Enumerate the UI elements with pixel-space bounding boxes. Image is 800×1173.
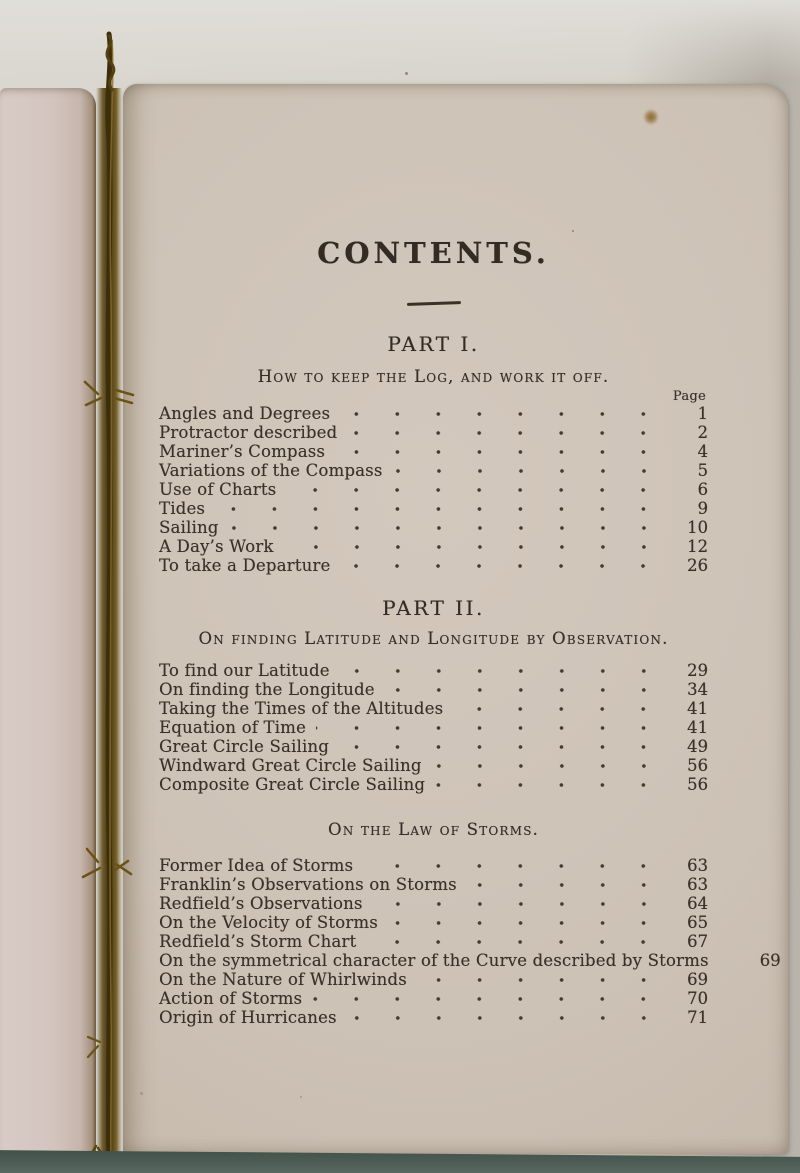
toc-entry-title: Protractor described xyxy=(159,422,338,442)
dot-leader xyxy=(432,756,664,775)
toc-entry xyxy=(159,518,708,537)
toc-entry-title: Former Idea of Storms xyxy=(159,855,354,875)
toc-entry-title: Windward Great Circle Sailing xyxy=(159,755,422,775)
toc-entry-title: Origin of Hurricanes xyxy=(159,1007,337,1027)
toc-entry xyxy=(159,737,708,756)
part-title: PART II. xyxy=(382,595,485,620)
toc-entry xyxy=(159,537,708,556)
foxing-stain xyxy=(644,109,658,125)
dot-leader xyxy=(347,423,664,442)
section-subtitle: On the Law of Storms. xyxy=(327,819,539,839)
toc-entry xyxy=(159,894,708,913)
toc-entry-page: 29 xyxy=(687,660,708,680)
toc-entry-title: On the symmetrical character of the Curve described by Storms xyxy=(159,950,709,970)
toc-entry-title: Angles and Degrees xyxy=(159,403,331,423)
dot-leader xyxy=(373,894,664,913)
toc-entry-page: 1 xyxy=(697,403,708,423)
toc-entry-page: 69 xyxy=(759,950,781,970)
toc-section xyxy=(159,596,708,794)
toc-entry-title: Redfield’s Observations xyxy=(159,893,363,913)
toc-entry-title: Mariner’s Compass xyxy=(159,441,326,461)
toc-entry-title: Action of Storms xyxy=(159,988,303,1008)
toc-entry-title: On finding the Longitude xyxy=(159,679,375,699)
dot-leader xyxy=(417,970,664,989)
toc-entry-title: On the Nature of Whirlwinds xyxy=(159,969,407,989)
toc-entry xyxy=(159,442,708,461)
toc-entry-title: To find our Latitude xyxy=(159,660,330,680)
toc-entry xyxy=(159,856,708,875)
toc-entry-title: Tides xyxy=(159,498,206,518)
dot-leader xyxy=(335,442,664,461)
paper-speck xyxy=(140,1092,143,1095)
toc-entry-page: 10 xyxy=(687,517,708,537)
toc-entry xyxy=(159,970,708,989)
toc-entry xyxy=(159,775,708,794)
dot-leader xyxy=(229,518,664,537)
toc-entry-title: Equation of Time xyxy=(159,717,306,737)
toc-entry xyxy=(159,989,708,1008)
section-subtitle: On finding Latitude and Longitude by Observation. xyxy=(198,628,669,648)
toc-entry xyxy=(159,932,708,951)
dot-leader xyxy=(467,875,664,894)
toc-section xyxy=(159,819,781,1027)
paper-speck xyxy=(405,72,408,75)
dot-leader xyxy=(385,680,664,699)
dot-leader xyxy=(286,480,664,499)
toc-sections xyxy=(159,331,781,1027)
toc-entry-page: 63 xyxy=(687,855,708,875)
toc-entry-page: 26 xyxy=(687,555,708,575)
toc-entry xyxy=(159,661,708,680)
toc-entry xyxy=(159,680,708,699)
toc-entry-page: 5 xyxy=(697,460,708,480)
toc-entry-title: Taking the Times of the Altitudes xyxy=(159,698,444,718)
dot-leader xyxy=(340,661,664,680)
toc-entry-page: 56 xyxy=(687,774,708,794)
toc-entry xyxy=(159,499,708,518)
toc-entry xyxy=(159,699,708,718)
toc-entry xyxy=(159,913,708,932)
dot-leader xyxy=(453,699,664,718)
toc-entry-page: 64 xyxy=(687,893,708,913)
toc-entry-page: 34 xyxy=(687,679,708,699)
paper-speck xyxy=(572,230,574,232)
dot-leader xyxy=(340,404,664,423)
toc-entry-page: 9 xyxy=(697,498,708,518)
toc-entry-page: 70 xyxy=(687,988,708,1008)
toc-entry-list xyxy=(159,661,708,794)
toc-entry-page: 49 xyxy=(687,736,708,756)
toc-entry-title: Composite Great Circle Sailing xyxy=(159,774,426,794)
page-title: CONTENTS. xyxy=(317,236,550,270)
thread-curl-top xyxy=(107,36,114,90)
toc-entry-title: Great Circle Sailing xyxy=(159,736,330,756)
toc-entry xyxy=(159,950,781,970)
toc-entry xyxy=(159,556,708,575)
toc-entry-page: 69 xyxy=(687,969,708,989)
contents-text-block xyxy=(159,236,781,1027)
toc-entry xyxy=(159,461,708,480)
toc-entry-page: 71 xyxy=(687,1007,708,1027)
part-title: PART I. xyxy=(387,331,480,356)
toc-entry xyxy=(159,480,708,499)
paper-speck xyxy=(300,1096,302,1098)
dot-leader xyxy=(284,537,664,556)
dot-leader xyxy=(393,461,664,480)
toc-entry-page: 12 xyxy=(687,536,708,556)
toc-entry-page: 63 xyxy=(687,874,708,894)
toc-entry-title: Franklin’s Observations on Storms xyxy=(159,874,457,894)
toc-entry-title: Variations of the Compass xyxy=(159,460,383,480)
toc-entry-page: 41 xyxy=(687,698,708,718)
dot-leader xyxy=(312,989,664,1008)
dot-leader xyxy=(435,775,664,794)
toc-entry-page: 56 xyxy=(687,755,708,775)
page-column-label: Page xyxy=(672,388,706,404)
section-subtitle: How to keep the Log, and work it off. xyxy=(257,366,610,386)
toc-entry xyxy=(159,718,708,737)
toc-entry-title: To take a Departure xyxy=(159,555,331,575)
dot-leader xyxy=(347,1008,664,1027)
spine-thread-highlight xyxy=(110,40,113,1160)
toc-entry-page: 6 xyxy=(697,479,708,499)
dot-leader xyxy=(363,856,664,875)
dot-leader xyxy=(339,737,664,756)
toc-entry-page: 65 xyxy=(687,912,708,932)
dot-leader xyxy=(215,499,664,518)
toc-entry-list xyxy=(159,855,781,1027)
toc-entry xyxy=(159,1008,708,1027)
dot-leader xyxy=(366,932,664,951)
toc-entry-list xyxy=(159,404,708,575)
dot-leader xyxy=(388,913,664,932)
toc-entry-page: 4 xyxy=(697,441,708,461)
dot-leader xyxy=(340,556,664,575)
toc-entry-title: Sailing xyxy=(159,517,219,537)
dot-leader xyxy=(316,718,664,737)
toc-entry xyxy=(159,404,708,423)
toc-entry-page: 41 xyxy=(687,717,708,737)
spine-band xyxy=(96,88,122,1160)
toc-entry xyxy=(159,423,708,442)
toc-section xyxy=(159,332,708,575)
title-divider xyxy=(406,301,460,305)
toc-entry-title: Use of Charts xyxy=(159,479,277,499)
left-page xyxy=(0,88,96,1154)
toc-entry-page: 67 xyxy=(687,931,708,951)
toc-entry-title: A Day’s Work xyxy=(159,536,274,556)
toc-entry-title: On the Velocity of Storms xyxy=(159,912,378,932)
toc-entry xyxy=(159,875,708,894)
toc-entry-page: 2 xyxy=(697,422,708,442)
toc-entry-title: Redfield’s Storm Chart xyxy=(159,931,357,951)
contents-page xyxy=(123,84,788,1154)
toc-entry xyxy=(159,756,708,775)
spine-thread xyxy=(108,34,110,1162)
dot-leader xyxy=(719,951,737,970)
